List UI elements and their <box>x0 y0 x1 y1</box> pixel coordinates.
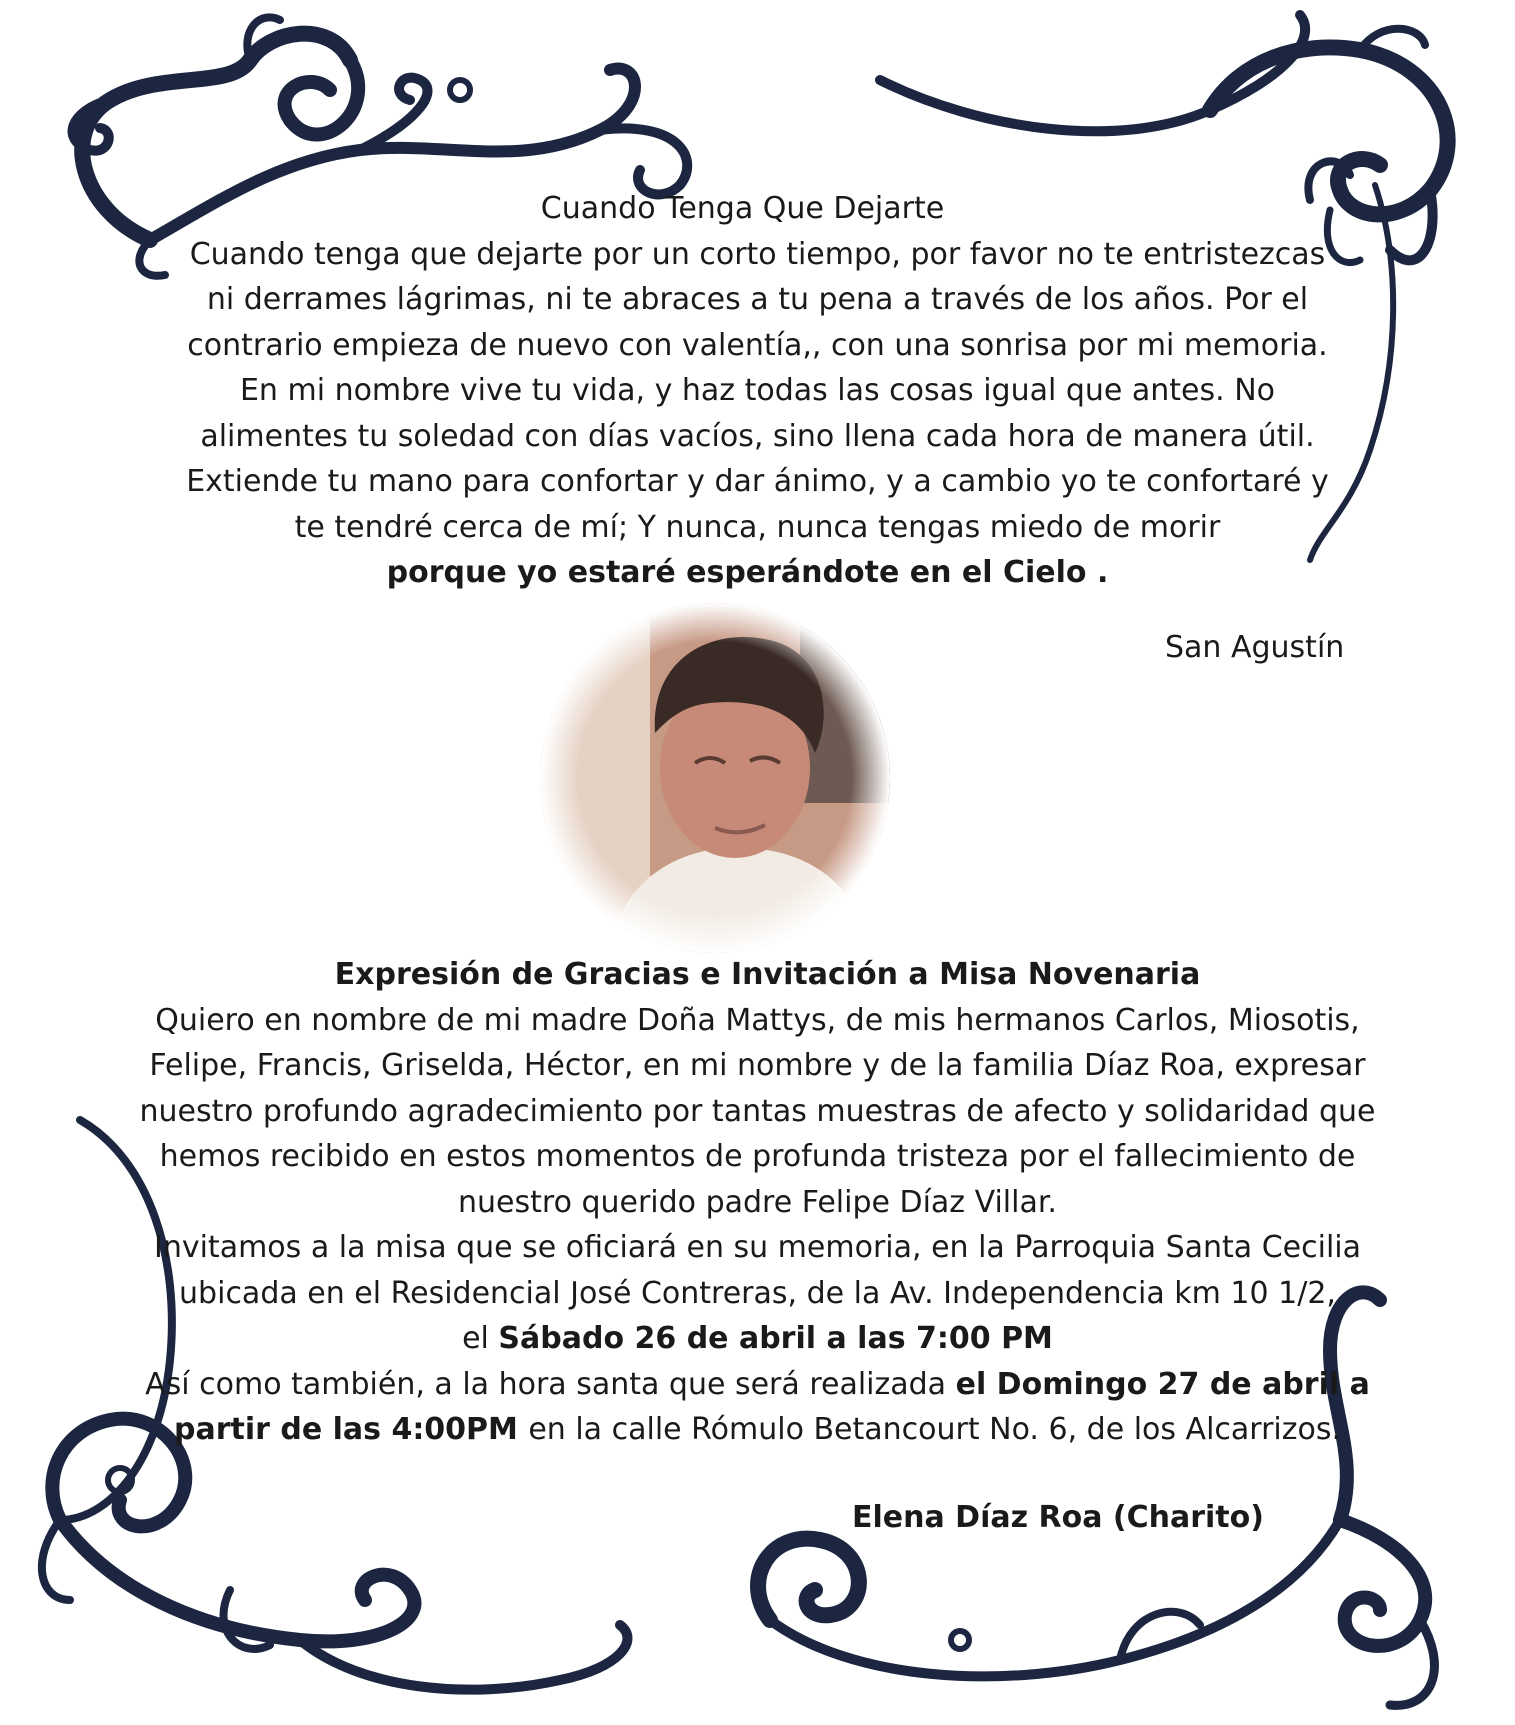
thanks-line-6: Invitamos a la misa que se oficiará en su memoria, en la Parroquia Santa Cecilia <box>153 1230 1362 1265</box>
poem-line-7: te tendré cerca de mí; Y nunca, nunca tengas miedo de morir <box>294 509 1221 545</box>
holy-hour-line-2 <box>0 1407 1515 1453</box>
poem-line-4: En mi nombre vive tu vida, y haz todas las cosas igual que antes. No <box>239 373 1276 408</box>
signature: Elena Díaz Roa (Charito) <box>852 1500 1264 1535</box>
thanks-line-7: ubicada en el Residencial José Contreras, de la Av. Independencia km 10 1/2, <box>179 1275 1336 1311</box>
mass-prefix: el <box>462 1321 499 1356</box>
poem-line-1: Cuando tenga que dejarte por un corto tiempo, por favor no te entristezcas <box>189 236 1326 272</box>
thanks-line-5: nuestro querido padre Felipe Díaz Villar. <box>458 1184 1057 1220</box>
holy-hour-date: el Domingo 27 de abril a <box>955 1366 1370 1402</box>
poem-line-3: contrario empieza de nuevo con valentía,, con una sonrisa por mi memoria. <box>187 327 1328 363</box>
poem-line-6: Extiende tu mano para confortar y dar ánimo, y a cambio yo te confortaré y <box>186 464 1329 499</box>
mass-line <box>0 1316 1515 1362</box>
poem-author: San Agustín <box>1165 630 1345 665</box>
mass-date: Sábado 26 de abril a las 7:00 PM <box>498 1321 1053 1356</box>
thanks-title: Expresión de Gracias e Invitación a Misa Novenaria <box>334 957 1201 992</box>
poem-block <box>0 186 1515 596</box>
holy-hour-address: en la calle Rómulo Betancourt No. 6, de los Alcarrizos. <box>528 1412 1342 1447</box>
poem-last-line: porque yo estaré esperándote en el Cielo . <box>386 555 1109 590</box>
thanks-line-2: Felipe, Francis, Griselda, Héctor, en mi nombre y de la familia Díaz Roa, expresar <box>149 1048 1366 1083</box>
holy-hour-line <box>0 1362 1515 1408</box>
poem-line-5: alimentes tu soledad con días vacíos, sino llena cada hora de manera útil. <box>200 418 1315 454</box>
thanks-line-3: nuestro profundo agradecimiento por tantas muestras de afecto y solidaridad que <box>139 1093 1376 1129</box>
portrait-photo-icon <box>540 603 890 953</box>
holy-hour-prefix: Así como también, a la hora santa que será realizada <box>145 1366 956 1402</box>
thanks-line-1: Quiero en nombre de mi madre Doña Mattys, de mis hermanos Carlos, Miosotis, <box>155 1002 1360 1038</box>
thanks-block <box>0 952 1515 1453</box>
poem-line-2: ni derrames lágrimas, ni te abraces a tu pena a través de los años. Por el <box>206 282 1309 317</box>
holy-hour-time: partir de las 4:00PM <box>173 1412 529 1447</box>
thanks-line-4: hemos recibido en estos momentos de profunda tristeza por el fallecimiento de <box>159 1139 1356 1174</box>
poem-title: Cuando Tenga Que Dejarte <box>540 191 945 226</box>
